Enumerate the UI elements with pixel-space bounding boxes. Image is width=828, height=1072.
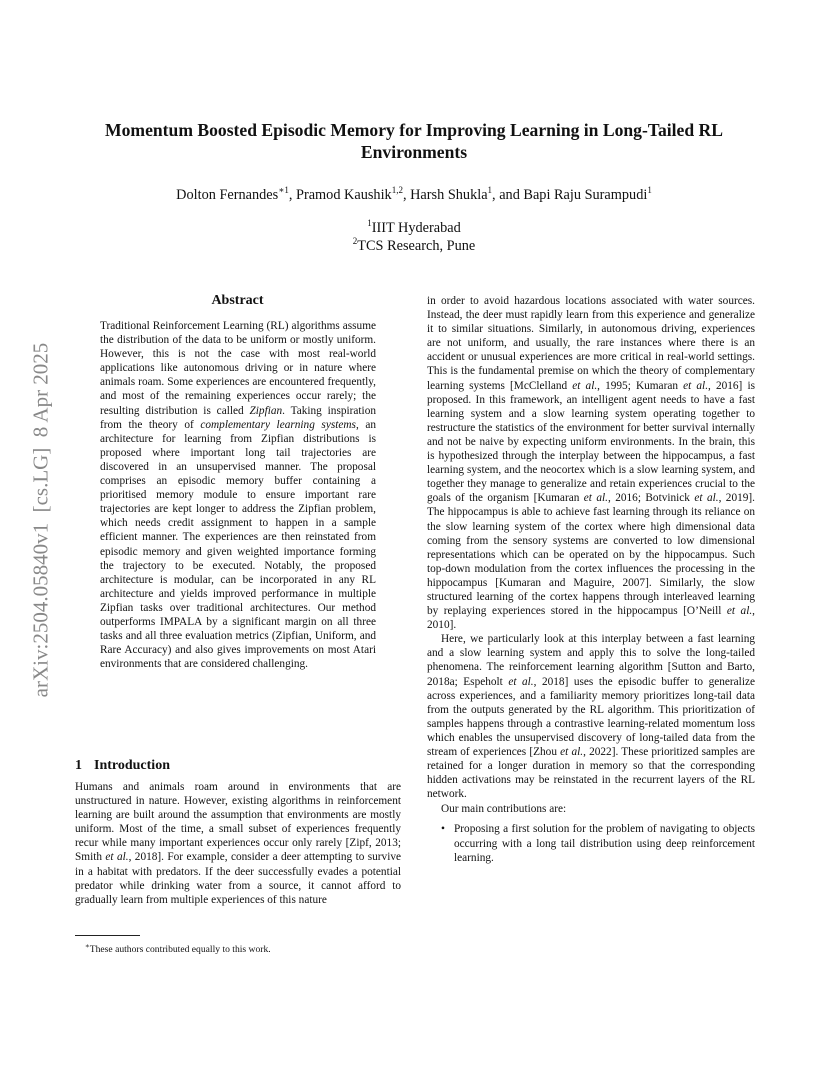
intro-paragraph-continued: in order to avoid hazardous locations associated with water sources. Instead, the deer must rapidly learn from this experience and generalize it to similar situations. Similarly, in autonomous driving, experiences are not uniform, and usually, the rare instances where there is an accident or unusual experiences are more critical in real-world settings. This is the fundamental premise on which the theory of complementary learning systems [McClelland et al., 1995; Kumaran et al., 2016] is proposed. In this framework, an intelligent agent needs to have a fast learning system and a slow learning system operating together to restructure the statistics of the environment for better survival internally and not be naive by expecting uniform environments. In the brain, this is hypothesized through the interplay between the hippocampus, a fast learning system, and the neocortex which is a slow learning system, and together they manage to generalize and retain experiences crucial to the goals of the organism [Kumaran et al., 2016; Botvinick et al., 2019]. The hippocampus is able to achieve fast learning through its reliance on the slow learning system of the cortex where high dimensional data coming from the sensory systems are converted to low dimensional representations which can be operated on by the hippocampus. Such top-down modulation from the cortex influences the processing in the hippocampus [Kumaran and Maguire, 2007]. Similarly, the slow structured learning of the cortex happens through interleaved learning by replaying experiences stored in the hippocampus [O’Neill et al., 2010]. xyxy=(427,295,755,632)
contribution-list xyxy=(427,822,755,864)
right-column xyxy=(427,294,755,865)
intro-left-column xyxy=(75,780,401,907)
arxiv-identifier: arXiv:2504.05840v1 [cs.LG] 8 Apr 2025 xyxy=(28,342,53,698)
abstract-text: Traditional Reinforcement Learning (RL) algorithms assume the distribution of the data to be uniform or mostly uniform. However, this is not the case with most real-world applications like autonomous driving or in nature where animals roam. Some experiences are encountered frequently, and most of the remaining experiences occur rarely; the resulting distribution is called Zipfian. Taking inspiration from the theory of complementary learning systems, an architecture for learning from Zipfian distributions is proposed where important long tail trajectories are discovered in an unsupervised manner. The proposal comprises an episodic memory buffer containing a prioritised memory module to ensure important rare trajectories are kept longer to address the Zipfian problem, which needs credit assignment to happen in a sample efficient manner. The experiences are then reinstated from episodic memory and given weighted importance forming the trajectory to be executed. Notably, the proposed architecture is modular, can be incorporated in any RL architecture and yields improved performance in multiple Zipfian tasks over traditional architectures. Our method outperforms IMPALA by a significant margin on all three tasks and all three evaluation metrics (Zipfian, Uniform, and Rare Accuracy) and also gives improvements on most Atari environments that are considered challenging. xyxy=(100,320,377,671)
author-affiliation-mark: 1 xyxy=(647,185,652,196)
author-name: Bapi Raju Surampudi xyxy=(523,187,648,203)
affiliation-line xyxy=(60,219,768,237)
footnote xyxy=(85,940,271,956)
section-title: Introduction xyxy=(94,758,170,773)
affiliation-name: IIIT Hyderabad xyxy=(371,220,461,236)
footnote-rule xyxy=(75,935,140,936)
contribution-item xyxy=(441,822,755,864)
affiliation-name: TCS Research, Pune xyxy=(357,238,476,254)
contribution-text: Proposing a first solution for the problem of navigating to objects occurring with a long tail distribution using deep reinforcement learning. xyxy=(454,823,755,864)
intro-paragraph-2: Here, we particularly look at this interplay between a fast learning and a slow learning system and apply this to solve the long-tailed phenomena. The reinforcement learning algorithm [Sutton and Barto, 2018a; Espeholt et al., 2018] uses the episodic buffer to generalize across experiences, and a familiarity memory prioritizes long-tail data from the outputs generated by the RL algorithm. This prioritization of samples happens through a contrastive learning-related momentum loss which enables the unsupervised discovery of long-tailed data from the stream of experiences [Zhou et al., 2022]. These prioritized samples are retained for a longer duration in memory so that the corresponding hidden activations may be reinstated in the recurrent layers of the RL network. xyxy=(427,633,755,801)
author-name: Dolton Fernandes xyxy=(176,187,279,203)
paper-title: Momentum Boosted Episodic Memory for Improving Learning in Long-Tailed RL Environments xyxy=(105,120,723,162)
author-name: Harsh Shukla xyxy=(410,187,488,203)
author-name: Pramod Kaushik xyxy=(296,187,392,203)
arxiv-sidebar xyxy=(30,292,52,748)
footnote-mark: ∗ xyxy=(85,942,90,950)
author-affiliation-mark: ∗1 xyxy=(278,185,289,196)
section-heading xyxy=(75,757,170,775)
footnote-text: These authors contributed equally to this work. xyxy=(89,944,271,956)
abstract-heading: Abstract xyxy=(211,293,264,308)
intro-paragraph-3: Our main contributions are: xyxy=(441,803,567,816)
author-affiliation-mark: 1 xyxy=(487,185,493,196)
affiliation-line xyxy=(60,237,768,255)
affiliation-mark: 1 xyxy=(367,218,372,229)
author-list: Dolton Fernandes$^{∗1}$, Pramod Kaushik$^{1,2}$, Harsh Shukla$^1$, and Bapi Raju Surampudi$^1$ xyxy=(176,185,652,203)
abstract-body xyxy=(100,319,376,671)
bullet-icon: • xyxy=(441,823,445,836)
affiliation-mark: 2 xyxy=(352,236,358,247)
author-affiliation-mark: 1,2 xyxy=(391,185,403,196)
affiliation-list xyxy=(60,219,768,255)
intro-paragraph-1: Humans and animals roam around in environments that are unstructured in nature. However, existing algorithms in reinforcement learning are built around the assumption that environments are mostly uniform. Most of the time, a small subset of experiences frequently recur while many important experiences occur only rarely [Zipf, 2013; Smith et al., 2018]. For example, consider a deer attempting to survive in a habitat with predators. If the deer successfully evades a potential predator while drinking water from a source, it cannot afford to gradually learn from multiple experiences of this nature xyxy=(75,781,402,906)
section-number: 1 xyxy=(75,758,82,773)
